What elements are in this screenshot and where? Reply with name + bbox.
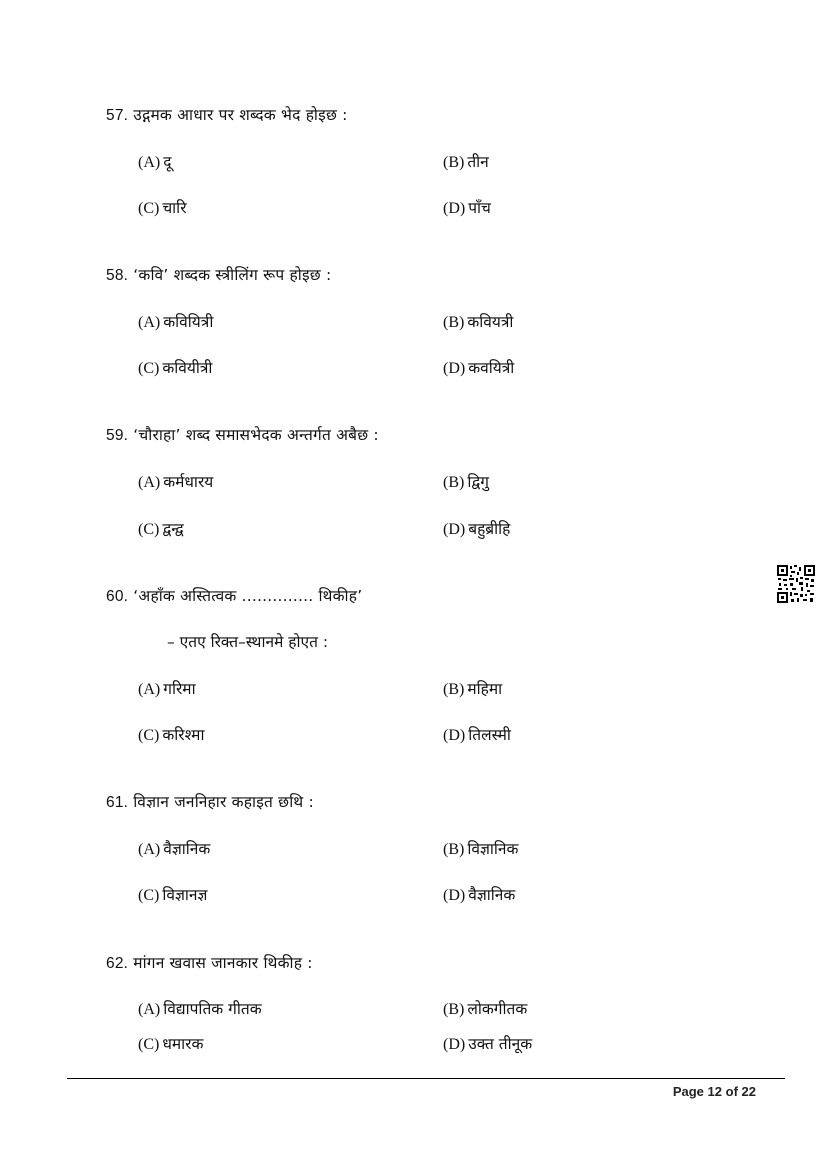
question-number: 62. xyxy=(106,955,129,972)
option-a: (A) कवियित्री xyxy=(138,313,214,331)
option-a: (A) दू xyxy=(138,153,172,171)
question-number: 57. xyxy=(106,107,129,124)
option-d: (D) बहुब्रीहि xyxy=(443,520,511,538)
question-60 xyxy=(106,584,362,606)
option-c: (C) कवियीत्री xyxy=(138,359,213,377)
option-b: (B) कवियत्री xyxy=(443,313,514,331)
option-c: (C) द्वन्द्व xyxy=(138,520,184,538)
question-number: 58. xyxy=(106,267,129,284)
option-c: (C) धमारक xyxy=(138,1035,204,1053)
question-number: 59. xyxy=(106,427,129,444)
question-text: ‘अहाँक अस्तित्वक .............. थिकीह’ xyxy=(133,587,363,605)
option-a: (A) विद्यापतिक गीतक xyxy=(138,1000,262,1018)
option-d: (D) उक्त तीनूक xyxy=(443,1035,533,1053)
footer-divider xyxy=(67,1078,785,1079)
question-61 xyxy=(106,790,314,812)
question-58 xyxy=(106,263,331,285)
option-d: (D) कवयित्री xyxy=(443,359,515,377)
question-text: ‘चौराहा’ शब्द समासभेदक अन्तर्गत अबैछ : xyxy=(133,426,379,444)
question-number: 60. xyxy=(106,588,129,605)
question-text: मांगन खवास जानकार थिकीह : xyxy=(133,954,313,972)
question-text: उद्गमक आधार पर शब्दक भेद होइछ : xyxy=(133,106,348,124)
question-number: 61. xyxy=(106,794,129,811)
option-b: (B) विज्ञानिक xyxy=(443,840,519,858)
question-57 xyxy=(106,103,348,125)
option-a: (A) वैज्ञानिक xyxy=(138,840,211,858)
question-subtext: – एतए रिक्त–स्थानमे होएत : xyxy=(167,633,329,651)
option-a: (A) कर्मधारय xyxy=(138,473,214,491)
option-b: (B) लोकगीतक xyxy=(443,1000,528,1018)
question-text: विज्ञान जननिहार कहाइत छथि : xyxy=(133,793,314,811)
page-number: Page 12 of 22 xyxy=(672,1084,756,1099)
option-b: (B) द्विगु xyxy=(443,473,489,491)
option-c: (C) विज्ञानज्ञ xyxy=(138,886,208,904)
question-59 xyxy=(106,423,379,445)
option-a: (A) गरिमा xyxy=(138,680,196,698)
option-d: (D) वैज्ञानिक xyxy=(443,886,516,904)
option-d: (D) पाँच xyxy=(443,199,491,217)
option-d: (D) तिलस्मी xyxy=(443,726,511,744)
option-b: (B) तीन xyxy=(443,153,489,171)
question-62 xyxy=(106,951,313,973)
option-c: (C) चारि xyxy=(138,199,187,217)
option-b: (B) महिमा xyxy=(443,680,503,698)
qr-code-icon xyxy=(777,565,815,603)
question-text: ‘कवि’ शब्दक स्त्रीलिंग रूप होइछ : xyxy=(133,266,332,284)
option-c: (C) करिश्मा xyxy=(138,726,205,744)
